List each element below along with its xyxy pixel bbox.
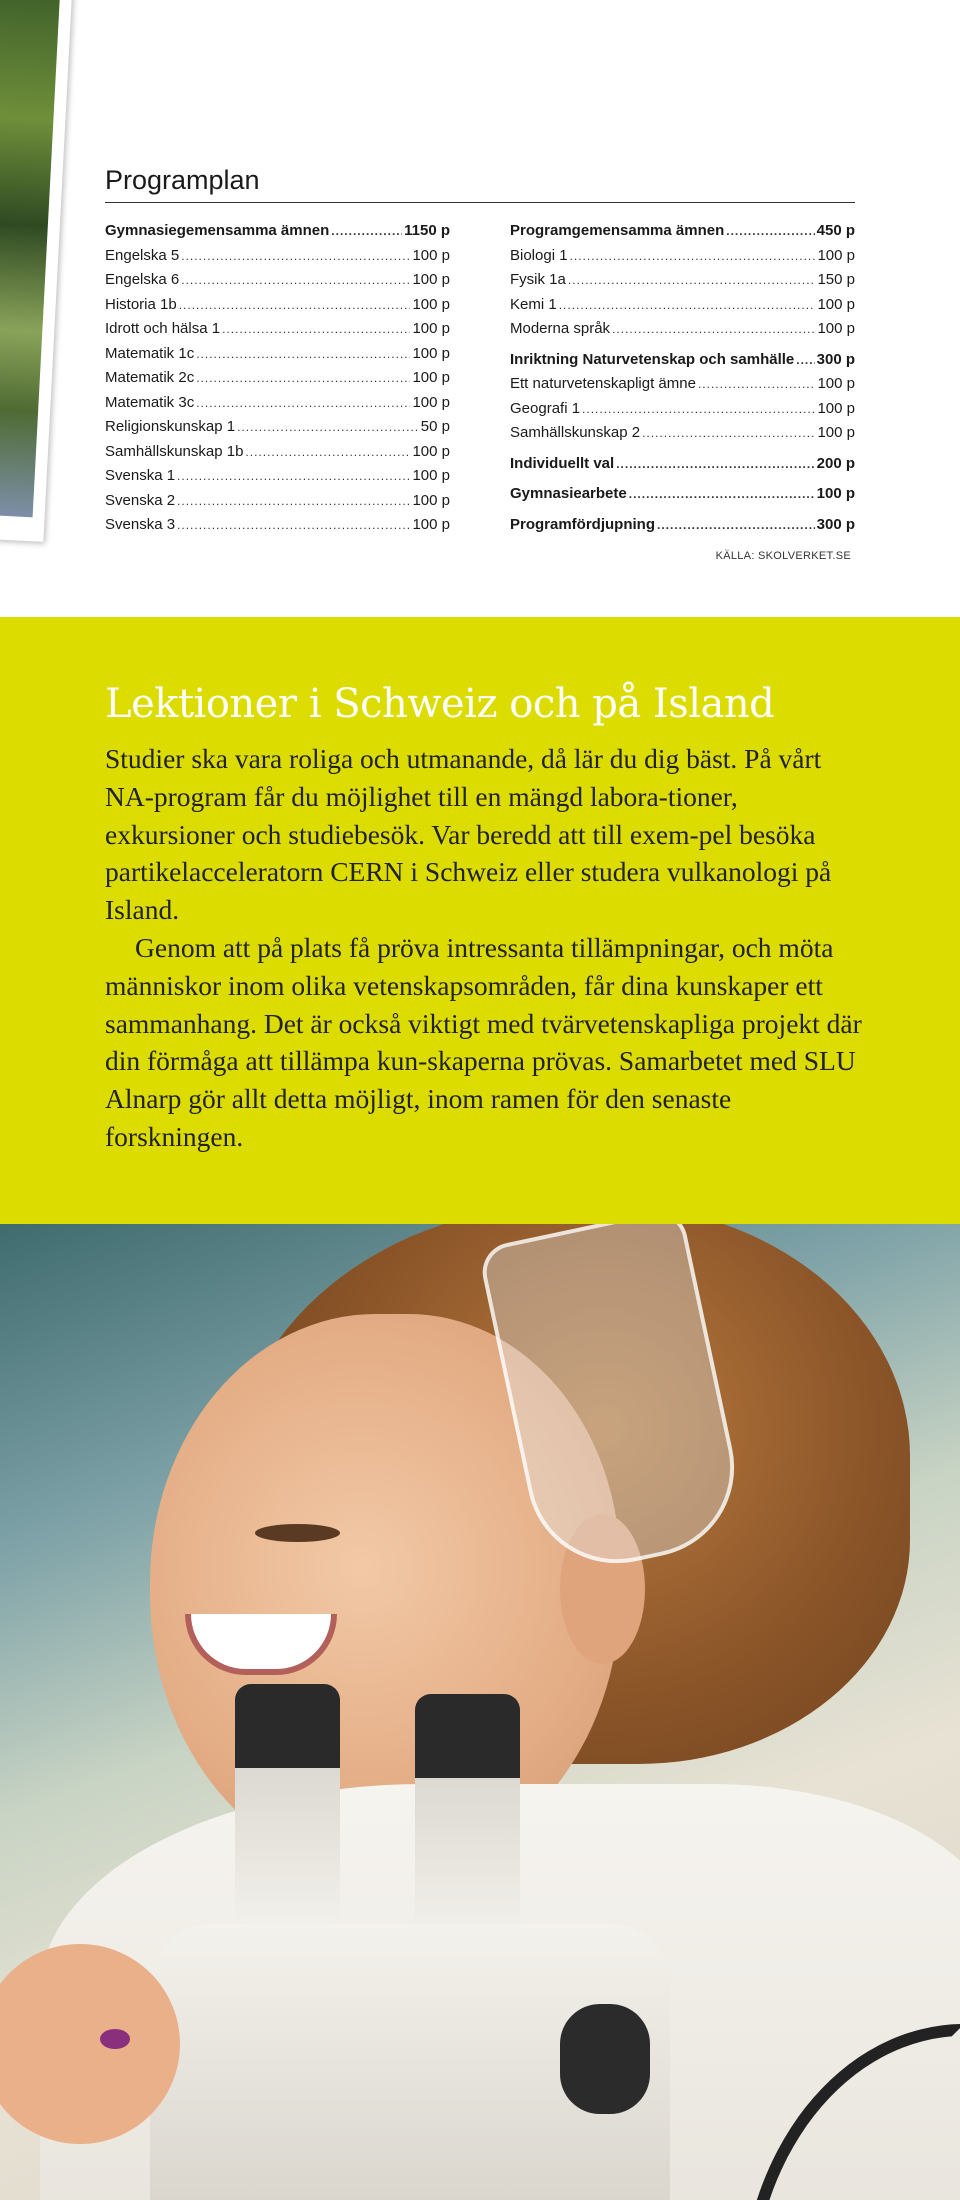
course-name: Biologi 1: [510, 246, 568, 264]
article-body: [105, 740, 865, 1156]
plan-group-row: [510, 482, 855, 507]
course-points: 100 p: [817, 424, 855, 441]
dot-leader: [642, 422, 815, 446]
course-name: Matematik 1c: [105, 344, 195, 362]
student-microscope-photo: [0, 1224, 960, 2200]
dot-leader: [245, 441, 410, 465]
article-paragraph-1: Studier ska vara roliga och utmanande, då lär du dig bäst. På vårt NA-program får du möjlighet till en mängd labora-tioner, exkursioner och studiebesök. Var beredd att till exem-pel besöka partikelacceleratorn CERN i Schweiz eller studera vulkanologi på Island.: [105, 743, 832, 926]
course-points: 100 p: [817, 320, 855, 337]
plan-course-row: [105, 268, 450, 293]
plan-course-row: [510, 293, 855, 318]
course-name: Matematik 2c: [105, 369, 195, 386]
course-name: Samhällskunskap 2: [510, 424, 641, 441]
dot-leader: [177, 514, 410, 538]
plan-course-row: [105, 342, 450, 367]
article-paragraph-2: Genom att på plats få pröva intressanta tillämpningar, och möta människor inom olika vetenskapsområden, får dina kunskaper ett sammanhang. Det är också viktigt med tvärvetenskapliga projekt där din förmåga att tillämpa kun-skaperna prövas. Samarbetet med SLU Alnarp gör allt detta möjligt, inom ramen för den senaste forskningen.: [105, 931, 862, 1152]
dot-leader: [559, 294, 816, 318]
course-name: Inriktning Naturvetenskap och samhälle: [510, 350, 795, 368]
dot-leader: [582, 398, 815, 422]
course-name: Samhällskunskap 1b: [105, 442, 244, 460]
course-name: Engelska 5: [105, 246, 180, 264]
course-name: Gymnasiegemensamma ämnen: [105, 222, 330, 239]
course-name: Programfördjupning: [510, 515, 655, 533]
course-points: 300 p: [816, 515, 855, 533]
plan-course-row: [105, 464, 450, 489]
course-name: Geografi 1: [510, 399, 581, 417]
course-name: Historia 1b: [105, 295, 177, 313]
microscope-knob: [560, 2004, 650, 2114]
plan-course-row: [510, 317, 855, 342]
plan-column-left: [105, 219, 450, 538]
plan-group-row: [510, 348, 855, 373]
landscape-photo: [0, 0, 60, 517]
course-points: 100 p: [412, 442, 450, 460]
dot-leader: [629, 483, 815, 507]
course-name: Svenska 3: [105, 516, 176, 533]
course-name: Moderna språk: [510, 320, 611, 337]
course-points: 450 p: [816, 222, 855, 239]
course-points: 100 p: [817, 375, 855, 392]
course-points: 100 p: [412, 467, 450, 484]
plan-course-row: [510, 268, 855, 293]
plan-course-row: [510, 372, 855, 397]
dot-leader: [222, 318, 410, 342]
dot-leader: [177, 465, 410, 489]
dot-leader: [657, 514, 815, 538]
dot-leader: [179, 294, 411, 318]
course-name: Individuellt val: [510, 454, 615, 472]
course-name: Kemi 1: [510, 295, 557, 313]
course-points: 100 p: [412, 393, 450, 411]
course-points: 150 p: [817, 271, 855, 288]
source-note: KÄLLA: SKOLVERKET.SE: [715, 550, 851, 562]
course-points: 100 p: [412, 295, 450, 313]
course-points: 100 p: [817, 295, 855, 313]
dot-leader: [616, 453, 814, 477]
plan-course-row: [105, 317, 450, 342]
course-points: 200 p: [816, 454, 855, 472]
dot-leader: [196, 343, 410, 367]
course-points: 100 p: [817, 246, 855, 264]
dot-leader: [570, 245, 816, 269]
course-points: 100 p: [817, 399, 855, 417]
article-heading: Lektioner i Schweiz och på Island: [105, 681, 775, 727]
dot-leader: [196, 367, 410, 391]
course-name: Engelska 6: [105, 271, 180, 288]
course-name: Programgemensamma ämnen: [510, 222, 725, 239]
dot-leader: [796, 349, 814, 373]
plan-course-row: [105, 489, 450, 514]
course-name: Matematik 3c: [105, 393, 195, 411]
photo-fingernail: [100, 2029, 130, 2049]
course-points: 100 p: [412, 271, 450, 288]
course-points: 50 p: [420, 418, 450, 435]
program-plan: [105, 165, 855, 538]
title-divider: [105, 202, 855, 203]
plan-course-row: [105, 415, 450, 440]
dot-leader: [612, 318, 815, 342]
dot-leader: [237, 416, 419, 440]
plan-course-row: [105, 391, 450, 416]
course-points: 100 p: [412, 320, 450, 337]
plan-course-row: [105, 366, 450, 391]
course-points: 1150 p: [404, 222, 450, 239]
photo-fragment-left: [0, 0, 73, 542]
dot-leader: [181, 269, 410, 293]
plan-course-row: [510, 397, 855, 422]
plan-group-row: [510, 219, 855, 244]
course-points: 100 p: [412, 369, 450, 386]
dot-leader: [568, 269, 816, 293]
dot-leader: [181, 245, 410, 269]
microscope-eyepiece-left: [235, 1684, 340, 1924]
dot-leader: [698, 373, 816, 397]
plan-group-row: [510, 452, 855, 477]
course-name: Svenska 2: [105, 491, 176, 509]
course-points: 100 p: [412, 246, 450, 264]
dot-leader: [177, 490, 410, 514]
plan-course-row: [105, 244, 450, 269]
dot-leader: [331, 220, 402, 244]
dot-leader: [196, 392, 410, 416]
plan-course-row: [510, 244, 855, 269]
plan-course-row: [105, 513, 450, 538]
plan-column-right: [510, 219, 855, 538]
course-name: Gymnasiearbete: [510, 485, 627, 502]
course-name: Ett naturvetenskapligt ämne: [510, 375, 696, 392]
photo-eye: [255, 1524, 340, 1542]
course-points: 100 p: [412, 344, 450, 362]
course-points: 100 p: [816, 485, 855, 502]
program-plan-columns: [105, 219, 855, 538]
course-points: 100 p: [412, 516, 450, 533]
plan-course-row: [105, 440, 450, 465]
course-name: Religionskunskap 1: [105, 418, 236, 435]
course-points: 100 p: [412, 491, 450, 509]
plan-course-row: [510, 421, 855, 446]
course-name: Svenska 1: [105, 467, 176, 484]
course-name: Fysik 1a: [510, 271, 566, 288]
course-points: 300 p: [816, 350, 855, 368]
plan-course-row: [105, 293, 450, 318]
program-plan-title: Programplan: [105, 165, 260, 195]
course-name: Idrott och hälsa 1: [105, 320, 221, 337]
plan-group-row: [510, 513, 855, 538]
plan-group-row: [105, 219, 450, 244]
dot-leader: [726, 220, 814, 244]
microscope-eyepiece-right: [415, 1694, 520, 1934]
